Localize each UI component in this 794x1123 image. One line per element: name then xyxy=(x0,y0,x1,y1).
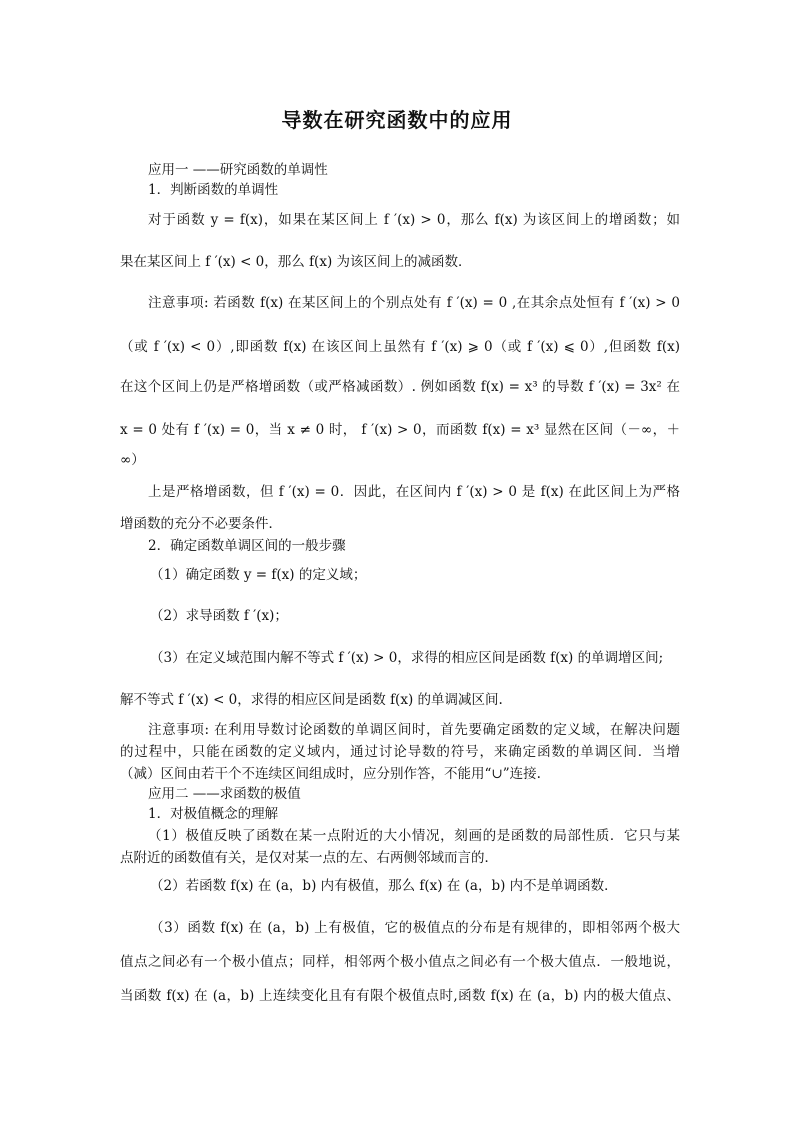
subsection-heading-1-2: 2．确定函数单调区间的一般步骤 xyxy=(148,538,346,554)
subsection-heading-2-1: 1．对极值概念的理解 xyxy=(148,806,279,822)
step-item: （1）确定函数 y = f(x) 的定义域； xyxy=(150,567,367,583)
paragraph-line: 值点之间必有一个极小值点；同样，相邻两个极小值点之间必有一个极大值点．一般地说， xyxy=(120,954,680,970)
paragraph-line: 增函数的充分不必要条件． xyxy=(120,516,282,532)
subsection-heading-1-1: 1．判断函数的单调性 xyxy=(148,182,279,198)
step-item: （2）求导函数 f ′(x)； xyxy=(150,608,288,624)
paragraph-line: 注意事项: 在利用导数讨论函数的单调区间时，首先要确定函数的定义域，在解决问题 xyxy=(148,722,680,738)
paragraph-line: 对于函数 y = f(x)，如果在某区间上 f ′(x) > 0，那么 f(x) 为该区间上的增函数；如 xyxy=(148,212,680,228)
paragraph-line: 注意事项: 若函数 f(x) 在某区间上的个别点处有 f ′(x) = 0 ,在其余点处恒有 f ′(x) > 0 xyxy=(148,295,680,311)
paragraph-line: 果在某区间上 f ′(x) < 0，那么 f(x) 为该区间上的减函数． xyxy=(120,254,472,270)
section-heading-1: 应用一 ——研究函数的单调性 xyxy=(148,162,328,178)
paragraph-line: 在这个区间上仍是严格增函数（或严格减函数）. 例如函数 f(x) = x³ 的导数 f ′(x) = 3x² 在 xyxy=(120,379,680,395)
paragraph-line: （2）若函数 f(x) 在 (a，b) 内有极值，那么 f(x) 在 (a，b) 内不是单调函数． xyxy=(150,878,618,894)
paragraph-line: 的过程中，只能在函数的定义域内，通过讨论导数的符号，来确定函数的单调区间．当增 xyxy=(120,744,680,760)
paragraph-line: 点附近的函数值有关，是仅对某一点的左、右两侧邻域而言的． xyxy=(120,850,498,866)
paragraph-line: ∞） xyxy=(120,452,145,468)
paragraph-line: 上是严格增函数，但 f ′(x) = 0．因此，在区间内 f ′(x) > 0 是 f(x) 在此区间上为严格 xyxy=(148,484,680,500)
page-title: 导数在研究函数中的应用 xyxy=(281,108,513,132)
paragraph-line: （1）极值反映了函数在某一点附近的大小情况，刻画的是函数的局部性质．它只与某 xyxy=(148,828,680,844)
section-heading-2: 应用二 ——求函数的极值 xyxy=(148,786,301,802)
paragraph-line: 当函数 f(x) 在 (a，b) 上连续变化且有有限个极值点时,函数 f(x) 在 (a，b) 内的极大值点、 xyxy=(120,988,680,1004)
paragraph-line: （3）函数 f(x) 在 (a，b) 上有极值，它的极值点的分布是有规律的，即相邻两个极大 xyxy=(150,920,680,936)
step-item: （3）在定义域范围内解不等式 f ′(x) > 0，求得的相应区间是函数 f(x) 的单调增区间; xyxy=(150,650,664,666)
paragraph-line: x = 0 处有 f ′(x) = 0，当 x ≠ 0 时， f ′(x) > 0，而函数 f(x) = x³ 显然在区间（－∞，＋ xyxy=(120,422,680,438)
paragraph-line: （或 f ′(x) < 0）,即函数 f(x) 在该区间上虽然有 f ′(x) ⩾ 0（或 f ′(x) ⩽ 0）,但函数 f(x) xyxy=(120,339,680,355)
paragraph-line: （减）区间由若干个不连续区间组成时，应分别作答，不能用“∪”连接. xyxy=(120,766,541,782)
paragraph-line: 解不等式 f ′(x) < 0，求得的相应区间是函数 f(x) 的单调减区间. xyxy=(120,692,503,708)
